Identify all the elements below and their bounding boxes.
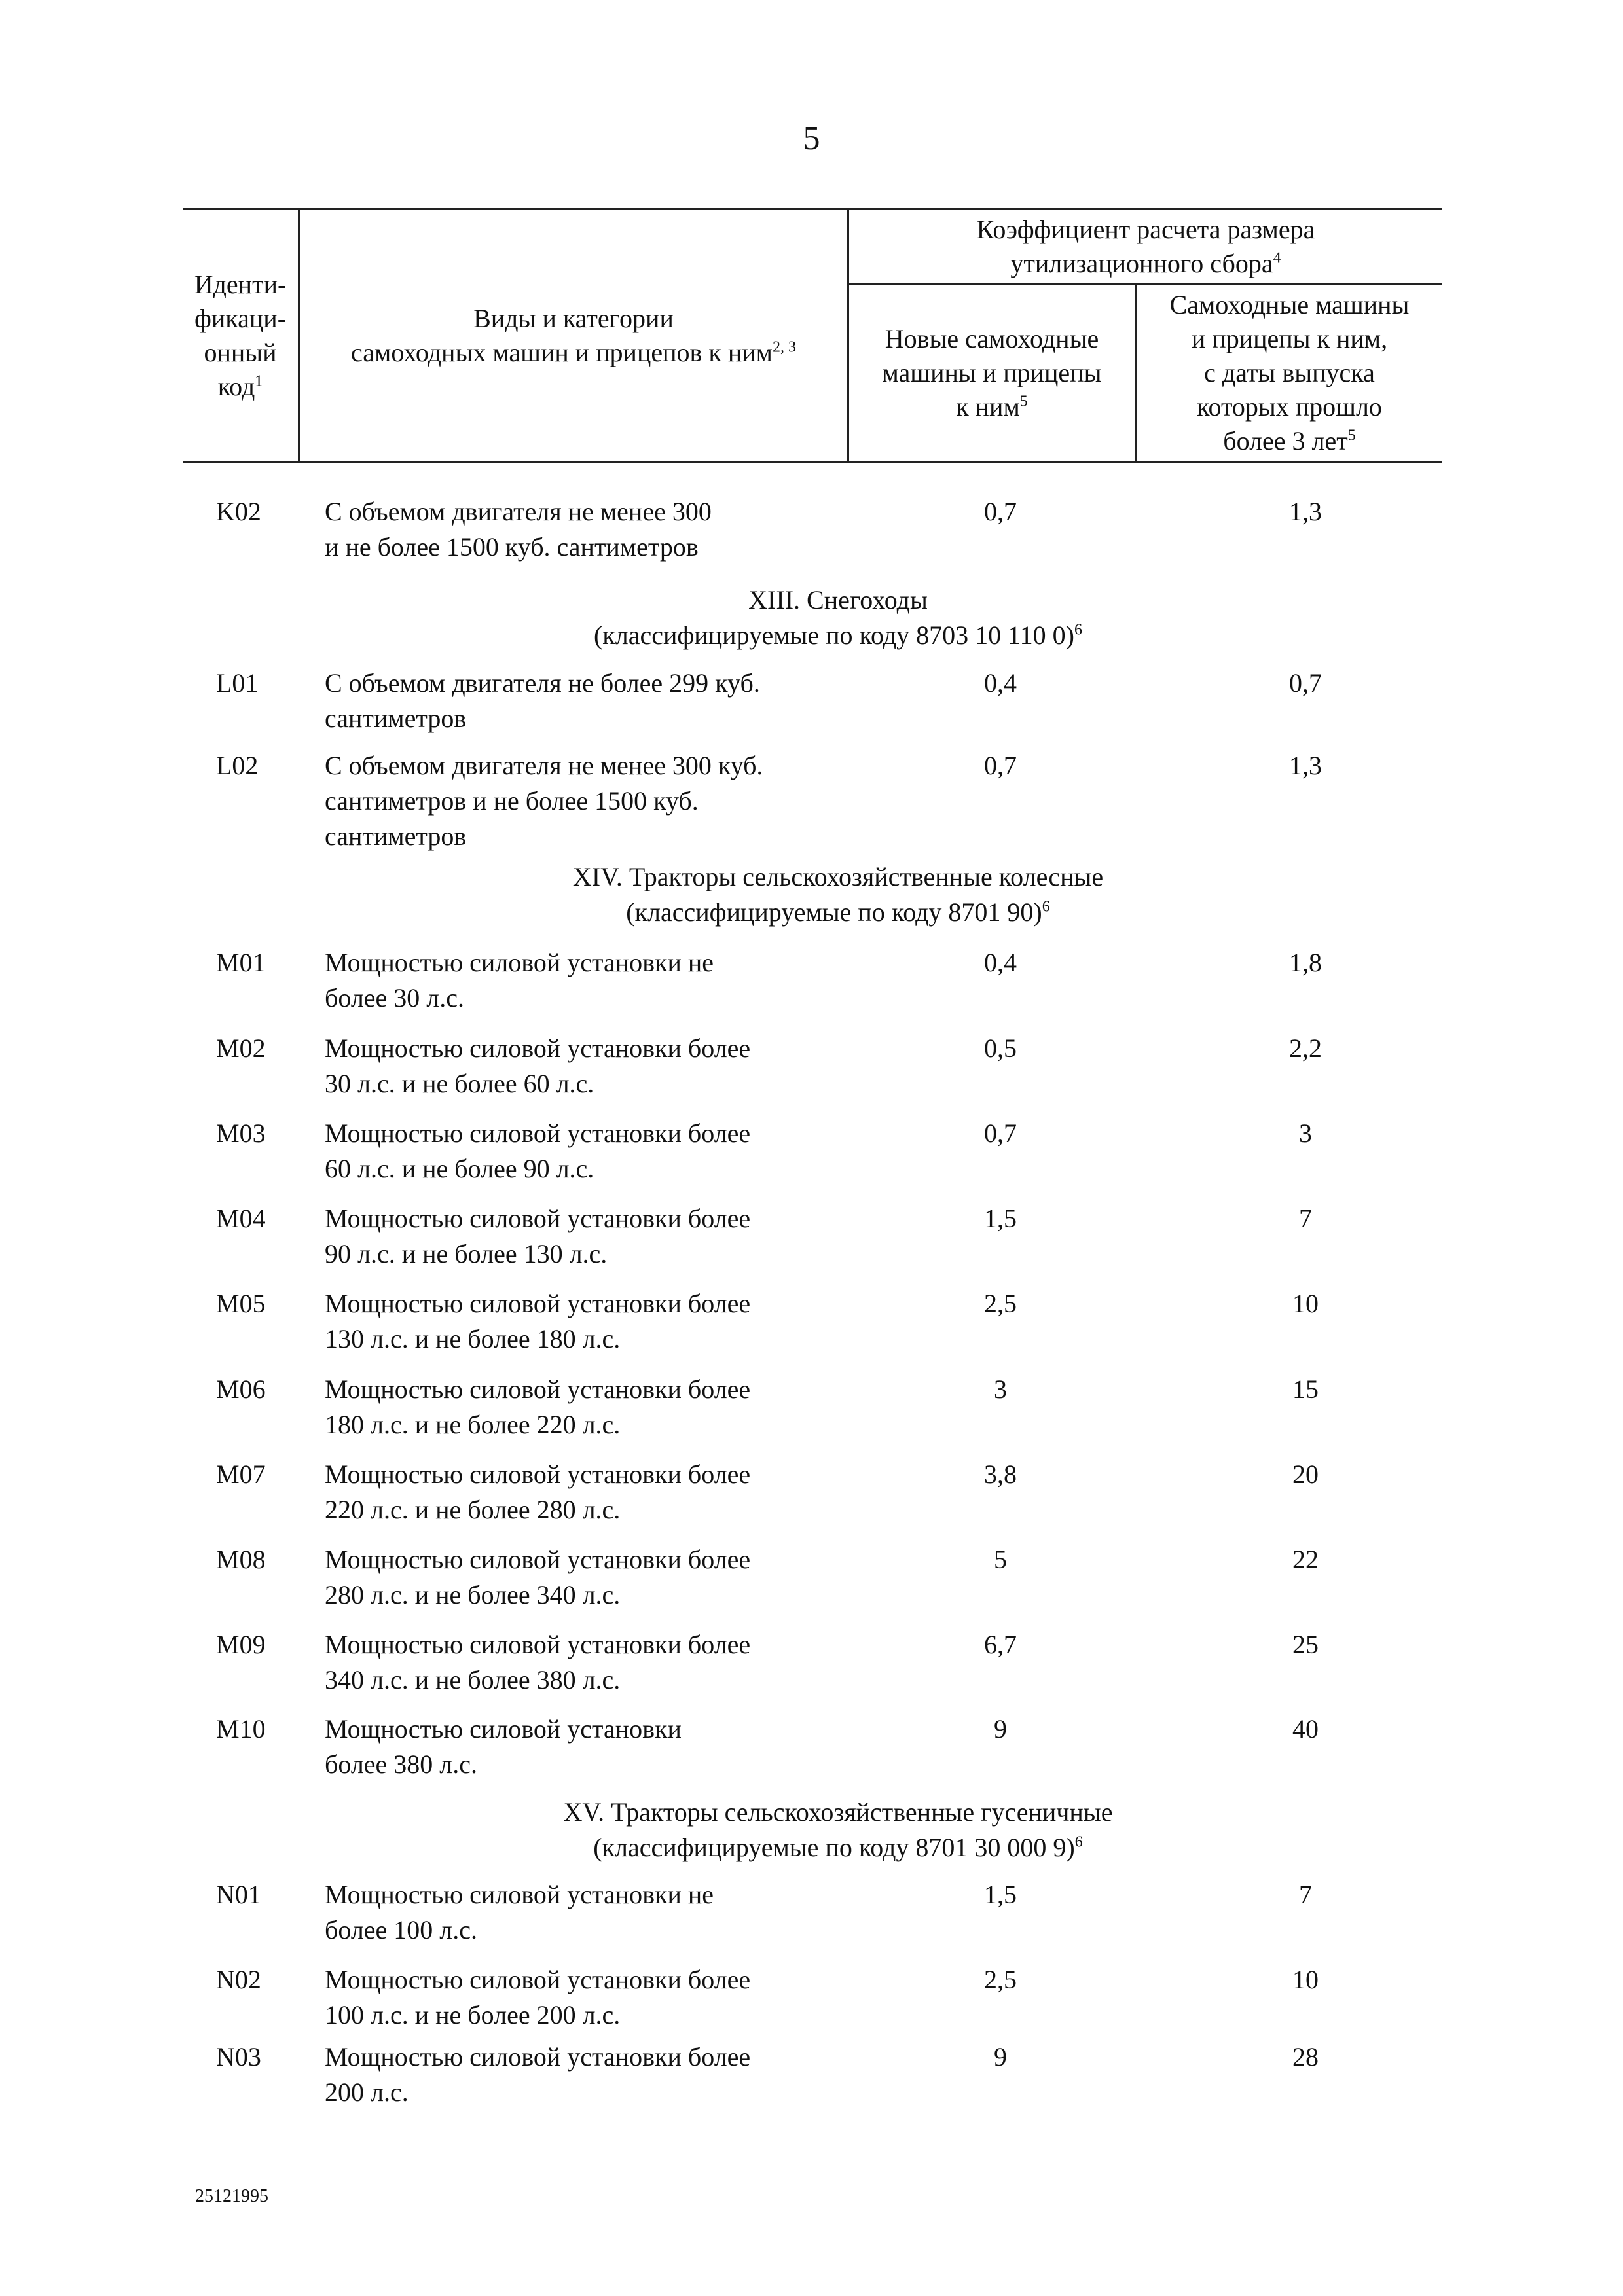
row-value-new: 0,7 xyxy=(984,751,1017,780)
row-value-old: 1,3 xyxy=(1289,497,1322,526)
row-value-old: 20 xyxy=(1292,1460,1319,1489)
row-desc: Мощностью силовой установки не более 100 л.с. xyxy=(325,1880,714,1945)
row-value-new: 1,5 xyxy=(984,1204,1017,1233)
row-code: K02 xyxy=(216,497,261,526)
header-old: Самоходные машины и прицепы к ним, с даты выпуска которых прошло более 3 лет$^5$ xyxy=(1136,285,1443,462)
row-code: M10 xyxy=(216,1714,266,1744)
row-desc: Мощностью силовой установки более 30 л.с. и не более 60 л.с. xyxy=(325,1033,751,1098)
row-value-old: 15 xyxy=(1292,1374,1319,1404)
row-value-old: 3 xyxy=(1299,1119,1312,1148)
row-code: N03 xyxy=(216,2042,261,2072)
row-code: M03 xyxy=(216,1119,266,1148)
row-code: M06 xyxy=(216,1374,266,1404)
row-value-new: 1,5 xyxy=(984,1880,1017,1909)
row-desc: С объемом двигателя не менее 300 куб. сантиметров и не более 1500 куб. сантиметров xyxy=(325,751,763,851)
row-desc: Мощностью силовой установки более 280 л.с. и не более 340 л.с. xyxy=(325,1545,751,1609)
row-desc: С объемом двигателя не более 299 куб. сантиметров xyxy=(325,668,760,733)
row-desc: Мощностью силовой установки более 200 л.с. xyxy=(325,2042,751,2107)
header-coef: Коэффициент расчета размера утилизационного сбора$^4$ xyxy=(848,209,1443,285)
row-value-new: 0,7 xyxy=(984,497,1017,526)
row-code: M04 xyxy=(216,1204,266,1233)
row-value-new: 2,5 xyxy=(984,1965,1017,1994)
row-value-old: 2,2 xyxy=(1289,1033,1322,1063)
table-header xyxy=(183,208,1442,463)
row-value-old: 1,8 xyxy=(1289,948,1322,977)
row-value-old: 28 xyxy=(1292,2042,1319,2072)
row-value-old: 0,7 xyxy=(1289,668,1322,698)
row-desc: Мощностью силовой установки более 340 л.с. и не более 380 л.с. xyxy=(325,1630,751,1695)
row-code: M08 xyxy=(216,1545,266,1574)
row-value-new: 3,8 xyxy=(984,1460,1017,1489)
section-title: XV. Тракторы сельскохозяйственные гусеничные (классифицируемые по коду 8701 30 000 9)$^6$ xyxy=(563,1797,1113,1862)
row-value-old: 10 xyxy=(1292,1289,1319,1318)
section-title: XIV. Тракторы сельскохозяйственные колесные (классифицируемые по коду 8701 90)$^6$ xyxy=(572,862,1104,927)
row-value-new: 0,4 xyxy=(984,948,1017,977)
row-code: L02 xyxy=(216,751,259,780)
row-desc: Мощностью силовой установки более 180 л.с. и не более 220 л.с. xyxy=(325,1374,751,1439)
row-code: L01 xyxy=(216,668,259,698)
row-value-old: 10 xyxy=(1292,1965,1319,1994)
row-value-new: 3 xyxy=(994,1374,1007,1404)
row-code: N02 xyxy=(216,1965,261,1994)
row-value-new: 6,7 xyxy=(984,1630,1017,1659)
header-new: Новые самоходные машины и прицепы к ним$^5$ xyxy=(848,285,1136,462)
row-code: M07 xyxy=(216,1460,266,1489)
row-desc: С объемом двигателя не менее 300 и не более 1500 куб. сантиметров xyxy=(325,497,712,562)
document-id: 25121995 xyxy=(195,2186,268,2206)
row-code: M02 xyxy=(216,1033,266,1063)
row-value-new: 0,4 xyxy=(984,668,1017,698)
header-types: Виды и категории самоходных машин и прицепов к ним$^{2, 3}$ xyxy=(299,209,848,462)
row-desc: Мощностью силовой установки более 130 л.с. и не более 180 л.с. xyxy=(325,1289,751,1354)
row-value-new: 2,5 xyxy=(984,1289,1017,1318)
section-title: XIII. Снегоходы (классифицируемые по коду 8703 10 110 0)$^6$ xyxy=(593,585,1082,650)
row-desc: Мощностью силовой установки более 60 л.с. и не более 90 л.с. xyxy=(325,1119,751,1183)
row-value-old: 22 xyxy=(1292,1545,1319,1574)
row-code: N01 xyxy=(216,1880,261,1909)
row-desc: Мощностью силовой установки не более 30 л.с. xyxy=(325,948,714,1013)
row-value-new: 0,7 xyxy=(984,1119,1017,1148)
row-value-new: 9 xyxy=(994,2042,1007,2072)
row-desc: Мощностью силовой установки более 90 л.с. и не более 130 л.с. xyxy=(325,1204,751,1268)
row-value-old: 25 xyxy=(1292,1630,1319,1659)
row-value-old: 1,3 xyxy=(1289,751,1322,780)
row-value-old: 7 xyxy=(1299,1880,1312,1909)
row-desc: Мощностью силовой установки более 100 л.с. и не более 200 л.с. xyxy=(325,1965,751,2030)
page-number: 5 xyxy=(803,120,820,157)
row-value-new: 0,5 xyxy=(984,1033,1017,1063)
header-id-code: Иденти- фикаци- онный код$^1$ xyxy=(183,209,299,462)
row-value-old: 7 xyxy=(1299,1204,1312,1233)
row-value-old: 40 xyxy=(1292,1714,1319,1744)
row-desc: Мощностью силовой установки более 220 л.с. и не более 280 л.с. xyxy=(325,1460,751,1524)
row-code: M09 xyxy=(216,1630,266,1659)
row-code: M05 xyxy=(216,1289,266,1318)
row-value-new: 9 xyxy=(994,1714,1007,1744)
row-value-new: 5 xyxy=(994,1545,1007,1574)
row-code: M01 xyxy=(216,948,266,977)
row-desc: Мощностью силовой установки более 380 л.с. xyxy=(325,1714,682,1779)
